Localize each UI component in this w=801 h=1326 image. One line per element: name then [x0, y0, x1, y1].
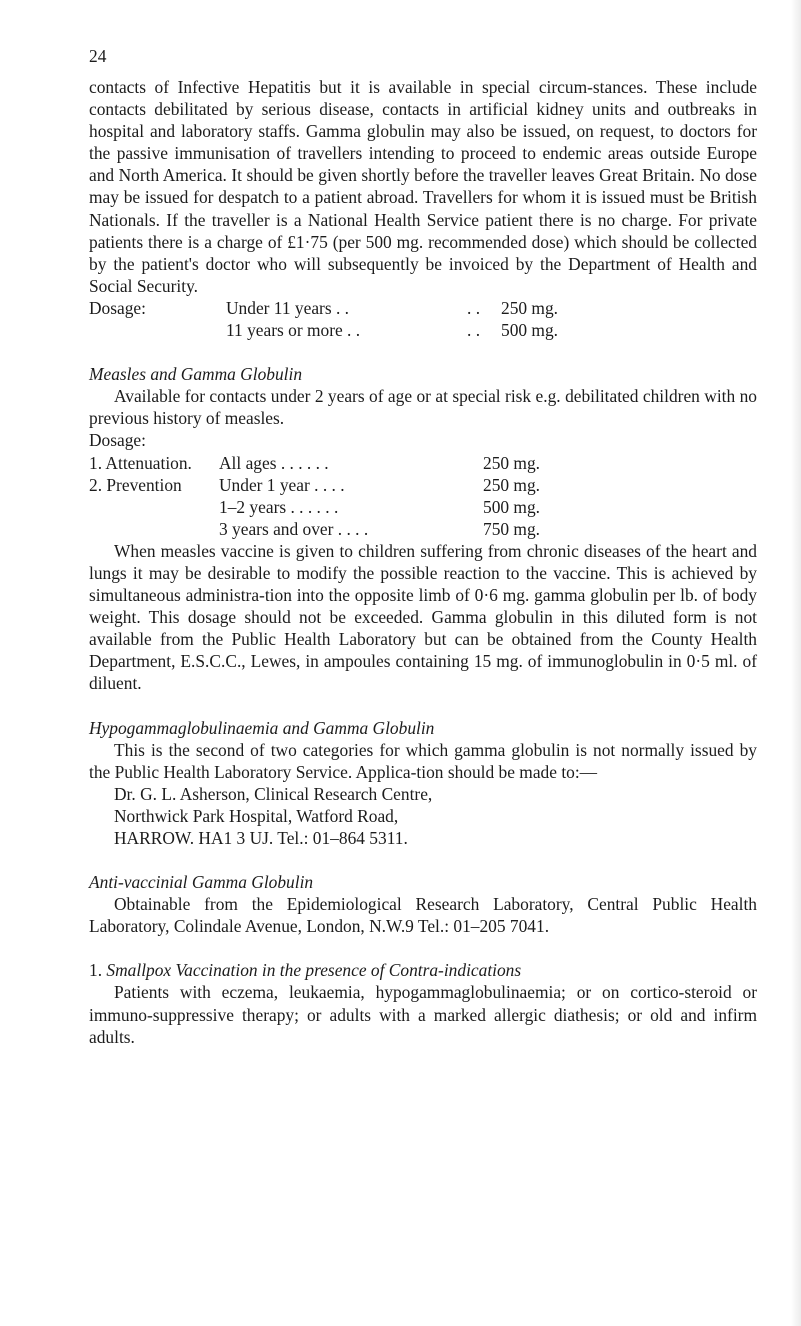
measles-vaccine-paragraph: When measles vaccine is given to children suffering from chronic diseases of the heart and lungs it may be desirable to modify the possible reaction to the vaccine. This is achieved by simultaneous administra-tion into the opposite limb of 0·6 mg. gamma globulin per lb. of body weight. This dosage should not be exceeded. Gamma globulin in this diluted form is not available from the Public Health Laboratory but can be obtained from the County Health Department, E.S.C.C., Lewes, in ampoules containing 15 mg. of immunoglobulin in 0·5 ml. of diluent. [89, 540, 757, 694]
measles-dosage-table [89, 452, 757, 540]
intro-paragraph: contacts of Infective Hepatitis but it is available in special circum-stances. These include contacts debilitated by serious disease, contacts in artificial kidney units and outbreaks in hospital and laboratory staffs. Gamma globulin may also be issued, on request, to doctors for the passive immunisation of travellers intending to proceed to endemic areas outside Europe and North America. It should be given shortly before the traveller leaves Great Britain. No dose may be issued for despatch to a patient abroad. Travellers for whom it is issued must be British Nationals. If the traveller is a National Health Service patient there is no charge. For private patients there is a charge of £1·75 (per 500 mg. recommended dose) which should be collected by the patient's doctor who will subsequently be invoiced by the Department of Health and Social Security. [89, 77, 757, 296]
dosage-value: 750 mg. [483, 518, 541, 539]
address-line: Northwick Park Hospital, Watford Road, [114, 805, 399, 826]
dosage-row [89, 319, 757, 341]
smallpox-heading-line [89, 959, 757, 981]
dosage-value: 500 mg. [483, 496, 541, 517]
dosage-group: Under 11 years . . [226, 297, 349, 318]
dosage-item: 2. Prevention [89, 474, 182, 495]
hypogamma-address [89, 783, 757, 849]
smallpox-heading: Smallpox Vaccination in the presence of Contra-indications [106, 960, 522, 981]
hepatitis-dosage-table [89, 297, 757, 341]
document-body [89, 76, 757, 1048]
dosage-dots: . . [467, 297, 481, 318]
dosage-row [89, 518, 757, 540]
address-line: Dr. G. L. Asherson, Clinical Research Centre, [114, 783, 433, 804]
dosage-row [89, 452, 757, 474]
dosage-group: 11 years or more . . [226, 320, 361, 341]
smallpox-number: 1. [89, 960, 103, 981]
measles-heading: Measles and Gamma Globulin [89, 364, 303, 385]
page-edge-shadow [791, 0, 801, 1326]
address-line: HARROW. HA1 3 UJ. Tel.: 01–864 5311. [114, 828, 408, 848]
hypogamma-paragraph: This is the second of two categories for which gamma globulin is not normally issued by the Public Health Laboratory Service. Applica-tion should be made to:— [89, 739, 757, 782]
dosage-dots: . . [467, 320, 481, 341]
dosage-row [89, 496, 757, 518]
dosage-value: 250 mg. [501, 297, 559, 318]
dosage-group: 1–2 years . . . . . . [219, 496, 339, 517]
dosage-value: 250 mg. [483, 452, 541, 473]
dosage-item: 1. Attenuation. [89, 452, 192, 473]
dosage-item [89, 518, 219, 540]
measles-intro: Available for contacts under 2 years of age or at special risk e.g. debilitated children with no previous history of measles. [89, 386, 757, 429]
page-number: 24 [89, 46, 107, 66]
dosage-row [89, 474, 757, 496]
dosage-group: 3 years and over . . . . [219, 518, 369, 539]
dosage-label: Dosage: [89, 297, 146, 318]
hypogamma-heading: Hypogammaglobulinaemia and Gamma Globulin [89, 717, 435, 738]
dosage-group: All ages . . . . . . [219, 452, 329, 473]
dosage-value: 250 mg. [483, 474, 541, 495]
dosage-row [89, 297, 757, 319]
smallpox-paragraph: Patients with eczema, leukaemia, hypogammaglobulinaemia; or on cortico-steroid or immuno-suppressive therapy; or adults with a marked allergic diathesis; or old and infirm adults. [89, 982, 757, 1047]
dosage-item [89, 496, 219, 518]
antivaccinial-heading: Anti-vaccinial Gamma Globulin [89, 872, 314, 893]
dosage-value: 500 mg. [501, 320, 559, 341]
dosage-group: Under 1 year . . . . [219, 474, 345, 495]
measles-dosage-label: Dosage: [89, 430, 146, 451]
antivaccinial-paragraph: Obtainable from the Epidemiological Research Laboratory, Central Public Health Laboratory, Colindale Avenue, London, N.W.9 Tel.: 01–205 7041. [89, 894, 757, 937]
